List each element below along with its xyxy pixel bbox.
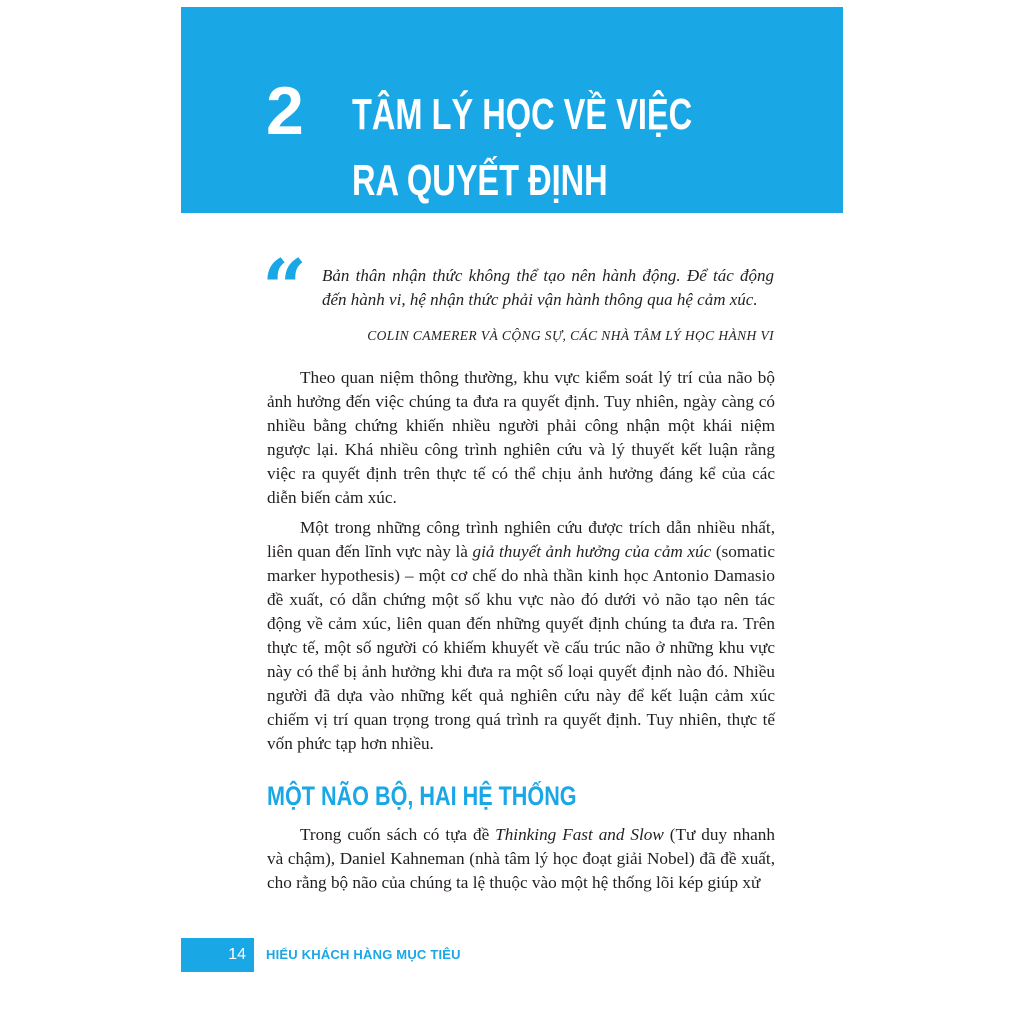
paragraph-2-emphasis: giả thuyết ảnh hưởng của cảm xúc — [472, 542, 712, 561]
epigraph-text: Bản thân nhận thức không thể tạo nên hành động. Để tác động đến hành vi, hệ nhận thức phải vận hành thông qua hệ cảm xúc. — [322, 266, 774, 309]
chapter-title-line-1: TÂM LÝ HỌC VỀ VIỆC — [352, 90, 693, 139]
quote-mark-icon: “ — [262, 243, 307, 334]
body-paragraph-3 — [267, 823, 775, 895]
page-number: 14 — [228, 946, 246, 963]
chapter-number: 2 — [266, 73, 304, 149]
paragraph-3-text-start: Trong cuốn sách có tựa đề — [300, 825, 496, 844]
epigraph-attribution: COLIN CAMERER VÀ CỘNG SỰ, CÁC NHÀ TÂM LÝ HỌC HÀNH VI — [367, 328, 774, 343]
paragraph-3-text-end: (Tư duy nhanh và chậm), Daniel Kahneman (nhà tâm lý học đoạt giải Nobel) đã đề xuất, cho rằng bộ não của chúng ta lệ thuộc vào một hệ thống lõi kép giúp xử — [267, 825, 775, 892]
body-paragraph-1: Theo quan niệm thông thường, khu vực kiểm soát lý trí của não bộ ảnh hưởng đến việc chúng ta đưa ra quyết định. Tuy nhiên, ngày càng có nhiều bằng chứng khiến nhiều người phải công nhận một khái niệm ngược lại. Khá nhiều công trình nghiên cứu và lý thuyết kết luận rằng việc ra quyết định trên thực tế có thể chịu ảnh hưởng đáng kể của các diễn biến cảm xúc. — [267, 368, 775, 507]
footer-page-box — [181, 938, 254, 972]
paragraph-3-book-title: Thinking Fast and Slow — [495, 825, 664, 844]
running-title: HIỂU KHÁCH HÀNG MỤC TIÊU — [266, 947, 461, 962]
chapter-title-line-2: RA QUYẾT ĐỊNH — [352, 156, 608, 205]
chapter-title — [352, 82, 693, 214]
paragraph-2-text-end: (somatic marker hypothesis) – một cơ chế do nhà thần kinh học Antonio Damasio đề xuất, có dẫn chứng một số khu vực nào đó dưới vỏ não tạo nên tác động về cảm xúc, liên quan đến những quyết định chúng ta đưa ra. Trên thực tế, một số người có khiếm khuyết về cấu trúc não ở những khu vực này có thể bị ảnh hưởng khi đưa ra một số loại quyết định nào đó. Nhiều người đã dựa vào những kết quả nghiên cứu này để kết luận cảm xúc chiếm vị trí quan trọng trong quá trình ra quyết định. Tuy nhiên, thực tế vốn phức tạp hơn nhiều. — [267, 542, 775, 753]
section-heading: MỘT NÃO BỘ, HAI HỆ THỐNG — [267, 781, 577, 811]
paragraph-2-text-start: Một trong những công trình nghiên cứu được trích dẫn nhiều nhất, liên quan đến lĩnh vực này là — [267, 518, 775, 561]
body-paragraph-2 — [267, 516, 775, 756]
